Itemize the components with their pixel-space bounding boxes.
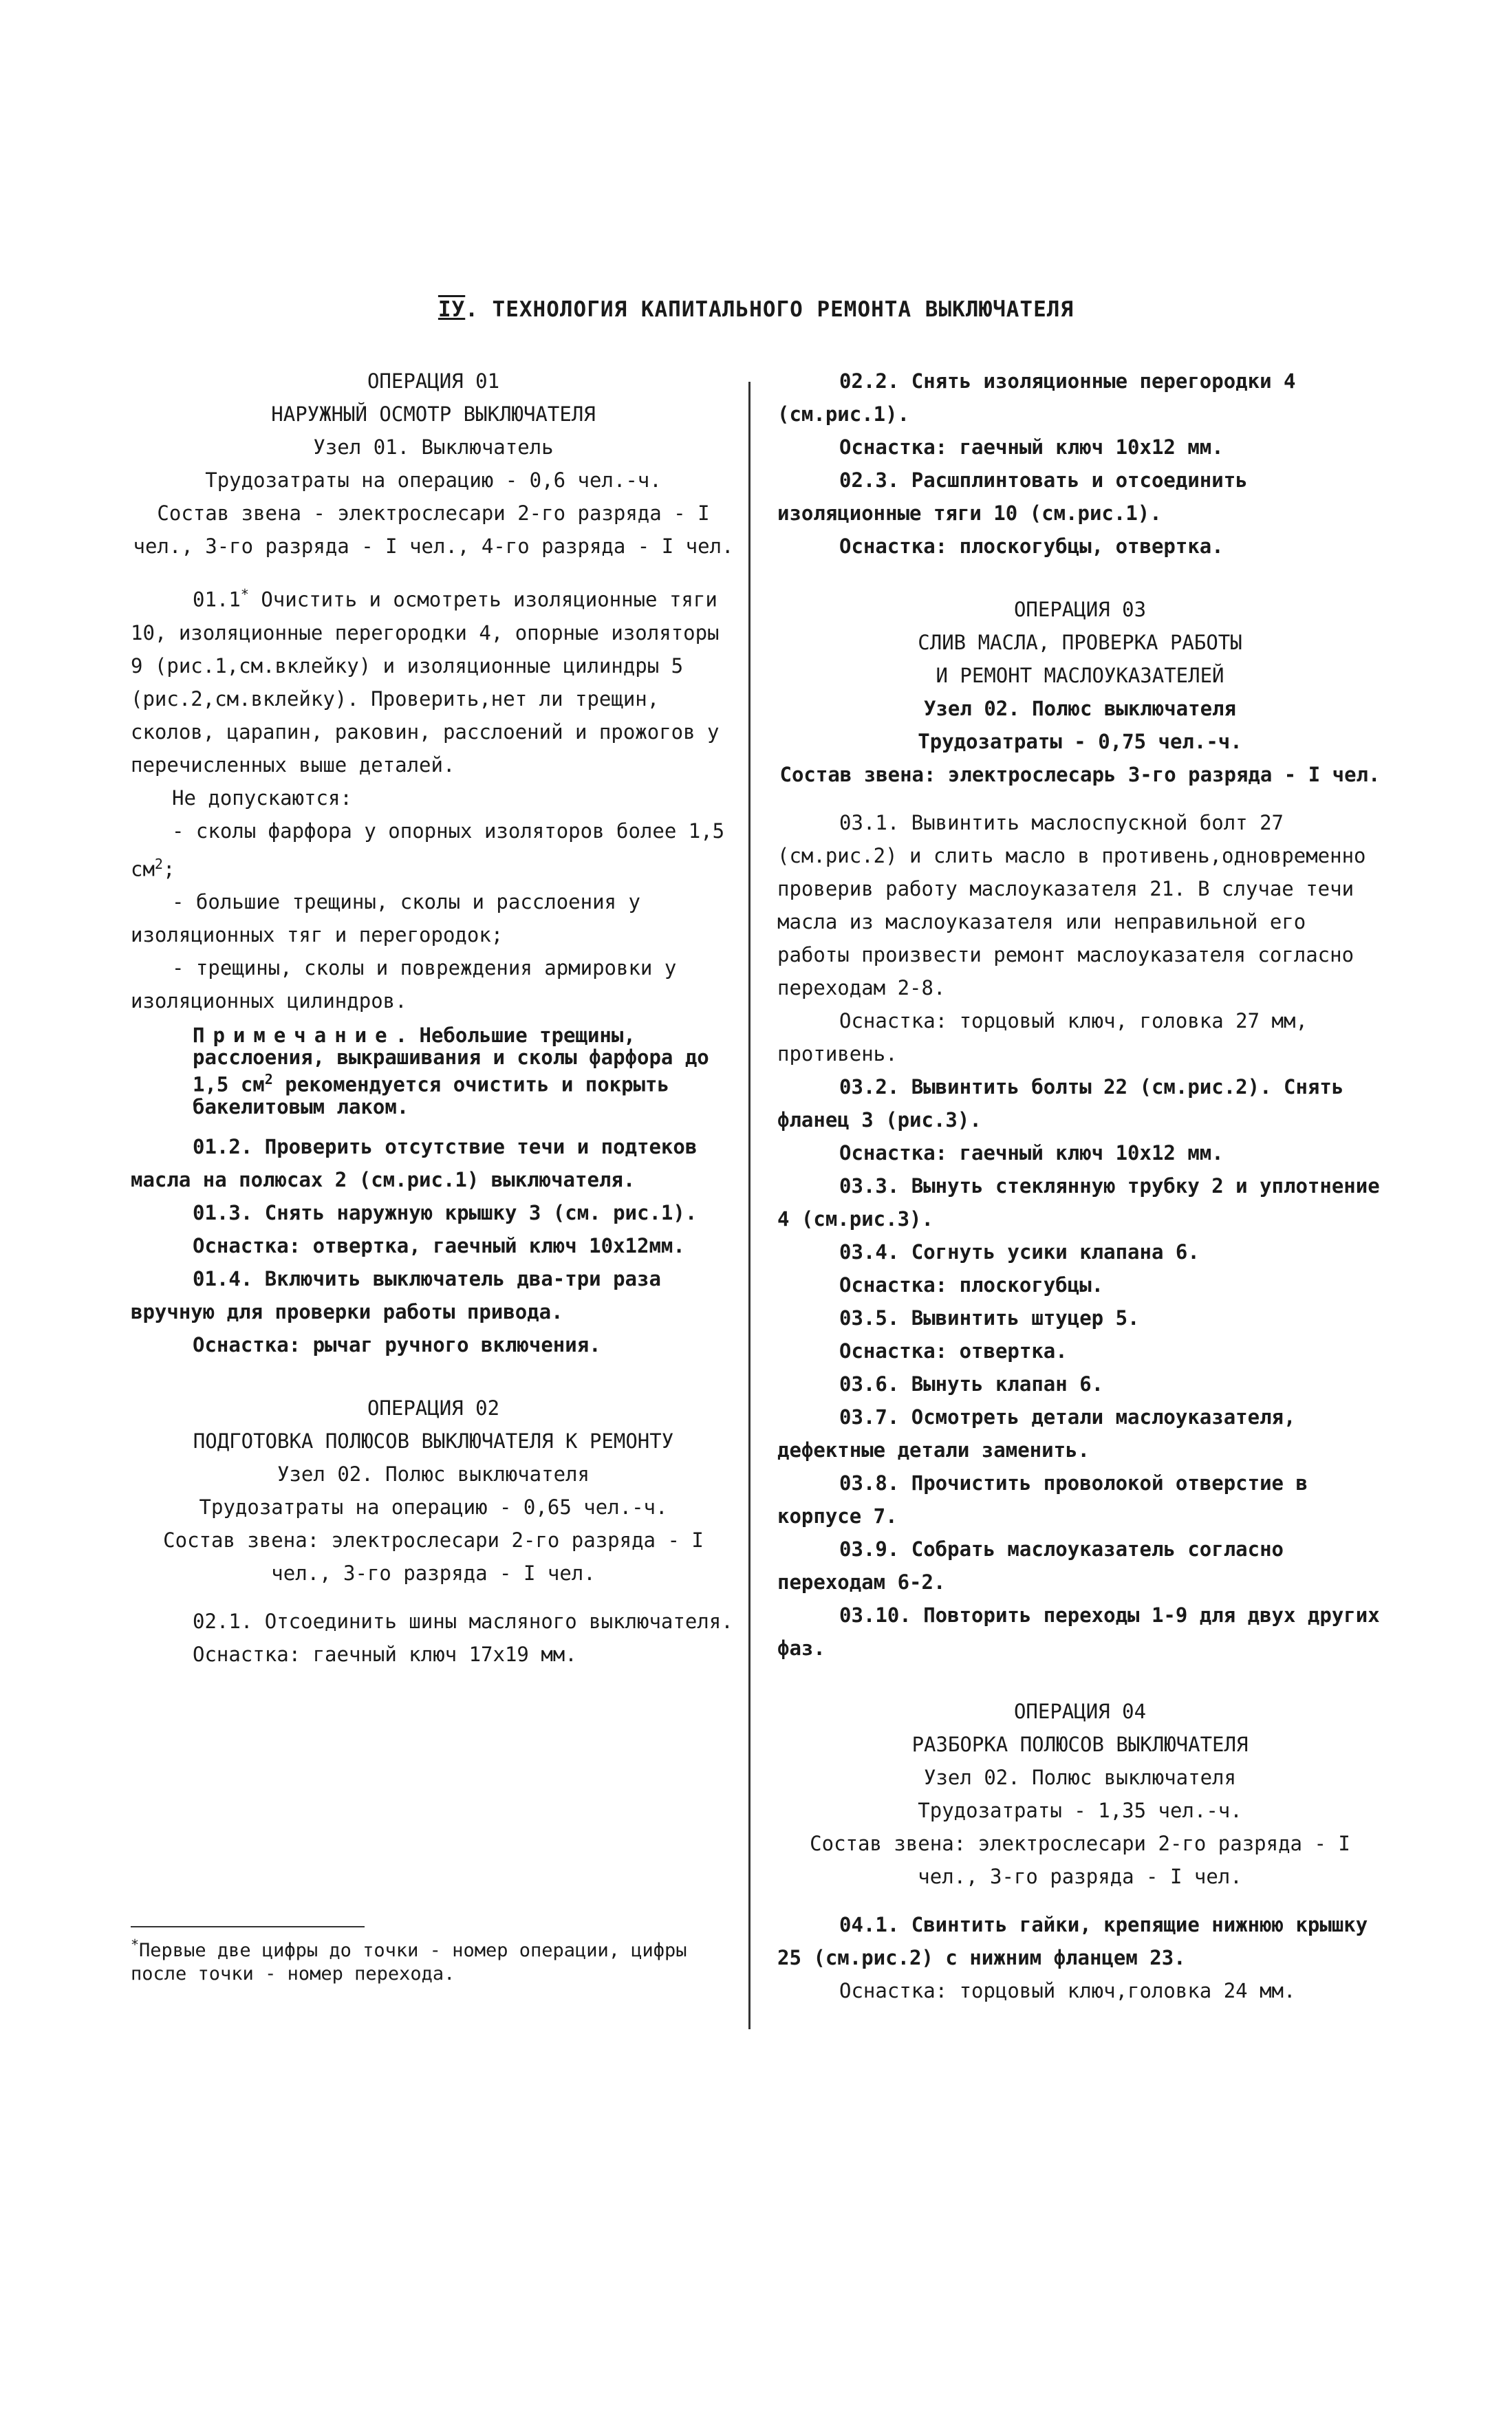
- step-01-4: 01.4. Включить выключатель два-три раза вручную для проверки работы привода.: [131, 1266, 661, 1323]
- op01-labor: Трудозатраты на операцию - 0,6 чел.-ч.: [205, 468, 662, 492]
- step-02-3: 02.3. Расшплинтовать и отсоединить изоляционные тяги 10 (см.рис.1).: [777, 468, 1248, 525]
- op02-crew: Состав звена: электрослесари 2-го разряда - I чел., 3-го разряда - I чел.: [163, 1528, 704, 1585]
- defect-3: - трещины, сколы и повреждения армировки у изоляционных цилиндров.: [131, 956, 677, 1013]
- right-column: [777, 365, 1383, 2007]
- op02-heading: ОПЕРАЦИЯ 02: [367, 1396, 500, 1420]
- column-divider: [748, 382, 750, 2029]
- step-01-4-tool: Оснастка: рычаг ручного включения.: [193, 1332, 601, 1356]
- op04-crew: Состав звена: электрослесари 2-го разряда - I чел., 3-го разряда - I чел.: [810, 1832, 1350, 1888]
- op04-node: Узел 02. Полюс выключателя: [924, 1766, 1236, 1789]
- step-03-5: 03.5. Вывинтить штуцер 5.: [839, 1306, 1140, 1330]
- op01-crew: Состав звена - электрослесари 2-го разряда - I чел., 3-го разряда - I чел., 4-го разряда - I чел.: [133, 501, 734, 558]
- step-02-2: 02.2. Снять изоляционные перегородки 4 (см.рис.1).: [777, 369, 1296, 426]
- section-title: [0, 297, 1512, 322]
- step-03-2: 03.2. Вывинтить болты 22 (см.рис.2). Снять фланец 3 (рис.3).: [777, 1075, 1344, 1132]
- step-03-1-tool: Оснастка: торцовый ключ, головка 27 мм, противень.: [777, 1009, 1308, 1066]
- step-01-1-text: Очистить и осмотреть изоляционные тяги 10, изоляционные перегородки 4, опорные изоляторы 9 (рис.1,см.вклейку) и изоляционные цилиндры 5 (рис.2,см.вклейку). Проверить,нет ли трещин, сколов, царапин, раковин, расслоений и прожогов у перечисленных выше деталей.: [131, 587, 720, 777]
- op01-heading: ОПЕРАЦИЯ 01: [367, 369, 500, 393]
- note-text: . Небольшие трещины, расслоения, выкрашивания и сколы фарфора до 1,5 см: [193, 1024, 709, 1096]
- op02-labor: Трудозатраты на операцию - 0,65 чел.-ч.: [199, 1495, 668, 1519]
- footnote-text: Первые две цифры до точки - номер операции, цифры после точки - номер перехода.: [131, 1940, 687, 1985]
- step-01-3-tool: Оснастка: отвертка, гаечный ключ 10х12мм.: [193, 1233, 685, 1257]
- op03-name-1: СЛИВ МАСЛА, ПРОВЕРКА РАБОТЫ: [918, 631, 1242, 654]
- step-01-1: [131, 578, 736, 781]
- step-03-9: 03.9. Собрать маслоуказатель согласно переходам 6-2.: [777, 1537, 1284, 1594]
- footnote-rule: [131, 1926, 365, 1927]
- op04-name: РАЗБОРКА ПОЛЮСОВ ВЫКЛЮЧАТЕЛЯ: [911, 1733, 1249, 1756]
- step-02-3-tool: Оснастка: плоскогубцы, отвертка.: [839, 534, 1224, 558]
- op03-labor: Трудозатраты - 0,75 чел.-ч.: [918, 730, 1242, 753]
- op03-node: Узел 02. Полюс выключателя: [924, 697, 1236, 720]
- step-01-1-number: 01.1: [193, 587, 241, 612]
- step-01-2: 01.2. Проверить отсутствие течи и подтеков масла на полюсах 2 (см.рис.1) выключателя.: [131, 1134, 698, 1191]
- step-03-10: 03.10. Повторить переходы 1-9 для двух других фаз.: [777, 1603, 1380, 1660]
- defect-2: - большие трещины, сколы и расслоения у изоляционных тяг и перегородок;: [131, 890, 640, 947]
- step-03-7: 03.7. Осмотреть детали маслоуказателя, дефектные детали заменить.: [777, 1405, 1296, 1462]
- defect-1-text: - сколы фарфора у опорных изоляторов более 1,5 см: [131, 819, 725, 881]
- step-04-1-tool: Оснастка: торцовый ключ,головка 24 мм.: [839, 1979, 1296, 2002]
- section-roman-numeral: IУ: [438, 297, 466, 322]
- note-text-2: рекомендуется очистить и покрыть бакелитовым лаком.: [193, 1072, 669, 1118]
- op04-heading: ОПЕРАЦИЯ 04: [1013, 1700, 1147, 1723]
- step-03-5-tool: Оснастка: отвертка.: [839, 1339, 1068, 1363]
- left-column: [131, 365, 736, 1671]
- step-03-4-tool: Оснастка: плоскогубцы.: [839, 1273, 1104, 1297]
- op02-node: Узел 02. Полюс выключателя: [277, 1462, 590, 1486]
- op02-name: ПОДГОТОВКА ПОЛЮСОВ ВЫКЛЮЧАТЕЛЯ К РЕМОНТУ: [193, 1429, 674, 1453]
- op01-name: НАРУЖНЫЙ ОСМОТР ВЫКЛЮЧАТЕЛЯ: [271, 402, 596, 426]
- step-01-3: 01.3. Снять наружную крышку 3 (см. рис.1).: [193, 1200, 698, 1224]
- step-04-1: 04.1. Свинтить гайки, крепящие нижнюю крышку 25 (см.рис.2) с нижним фланцем 23.: [777, 1913, 1368, 1969]
- step-03-8: 03.8. Прочистить проволокой отверстие в корпусе 7.: [777, 1471, 1308, 1528]
- step-03-4: 03.4. Согнуть усики клапана 6.: [839, 1240, 1200, 1264]
- defect-1-end: ;: [162, 857, 175, 881]
- step-03-2-tool: Оснастка: гаечный ключ 10х12 мм.: [839, 1141, 1224, 1165]
- op04-labor: Трудозатраты - 1,35 чел.-ч.: [918, 1799, 1242, 1822]
- op03-heading: ОПЕРАЦИЯ 03: [1013, 598, 1147, 621]
- note-label: Примечание: [193, 1024, 396, 1048]
- op03-crew: Состав звена: электрослесарь 3-го разряда - I чел.: [779, 763, 1381, 786]
- op01-node: Узел 01. Выключатель: [313, 435, 554, 459]
- defect-1: - сколы фарфора у опорных изоляторов более 1,5 $см^2$;: [131, 819, 725, 881]
- step-03-3: 03.3. Вынуть стеклянную трубку 2 и уплотнение 4 (см.рис.3).: [777, 1174, 1380, 1231]
- footnote-marker: *: [240, 586, 249, 603]
- not-allowed-label: Не допускаются:: [172, 786, 352, 810]
- footnote: *Первые две цифры до точки - номер операции, цифры после точки - номер перехода.: [131, 1926, 736, 1986]
- section-title-text: . ТЕХНОЛОГИЯ КАПИТАЛЬНОГО РЕМОНТА ВЫКЛЮЧАТЕЛЯ: [465, 297, 1074, 322]
- step-02-2-tool: Оснастка: гаечный ключ 10х12 мм.: [839, 435, 1224, 459]
- step-02-1: 02.1. Отсоединить шины масляного выключателя.: [193, 1609, 733, 1633]
- step-03-6: 03.6. Вынуть клапан 6.: [839, 1372, 1104, 1396]
- step-02-1-tool: Оснастка: гаечный ключ 17х19 мм.: [193, 1642, 577, 1666]
- op03-name-2: И РЕМОНТ МАСЛОУКАЗАТЕЛЕЙ: [936, 664, 1224, 687]
- note-block: Примечание. Небольшие трещины, расслоения, выкрашивания и сколы фарфора до 1,5 $см^2$ рекомендуется очистить и покрыть бакелитовым лаком.: [193, 1024, 709, 1118]
- step-03-1: 03.1. Вывинтить маслоспускной болт 27 (см.рис.2) и слить масло в противень,одновременно проверив работу маслоуказателя 21. В случае течи масла из маслоуказателя или неправильной его работы произвести ремонт маслоуказателя согласно переходам 2-8.: [777, 811, 1366, 999]
